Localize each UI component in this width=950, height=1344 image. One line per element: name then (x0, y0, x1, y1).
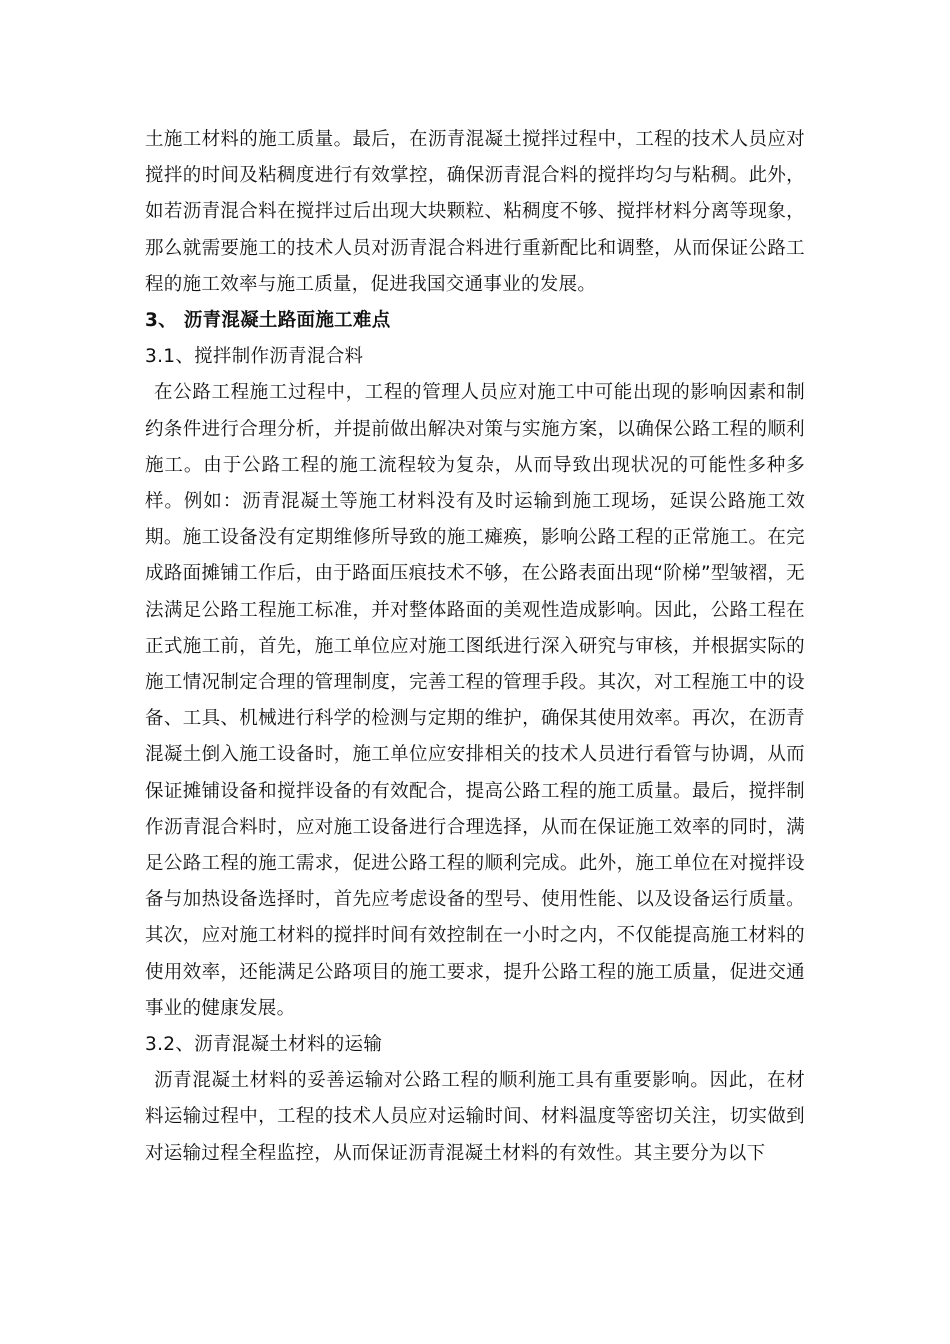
section-heading: 3、 沥青混凝土路面施工难点 (145, 310, 391, 332)
subsection-body-1: 在公路工程施工过程中，工程的管理人员应对施工中可能出现的影响因素和制约条件进行合理分析，并提前做出解决对策与实施方案，以确保公路工程的顺利施工。由于公路工程的施工流程较为复杂，从而导致出现状况的可能性多种多样。例如：沥青混凝土等施工材料没有及时运输到施工现场，延误公路施工效期。施工设备没有定期维修所导致的施工瘫痪，影响公路工程的正常施工。在完成路面摊铺工作后，由于路面压痕技术不够，在公路表面出现“阶梯”型皱褶，无法满足公路工程施工标准，并对整体路面的美观性造成影响。因此，公路工程在正式施工前，首先，施工单位应对施工图纸进行深入研究与审核，并根据实际的施工情况制定合理的管理制度，完善工程的管理手段。其次，对工程施工中的设备、工具、机械进行科学的检测与定期的维护，确保其使用效率。再次，在沥青混凝土倒入施工设备时，施工单位应安排相关的技术人员进行看管与协调，从而保证摊铺设备和搅拌设备的有效配合，提高公路工程的施工质量。最后，搅拌制作沥青混合料时，应对施工设备进行合理选择，从而在保证施工效率的同时，满足公路工程的施工需求，促进公路工程的顺利完成。此外，施工单位在对搅拌设备与加热设备选择时，首先应考虑设备的型号、使用性能、以及设备运行质量。其次，应对施工材料的搅拌时间有效控制在一小时之内，不仅能提高施工材料的使用效率，还能满足公路项目的施工要求，提升公路工程的施工质量，促进交通事业的健康发展。 (145, 382, 805, 1019)
subsection-body-2: 沥青混凝土材料的妥善运输对公路工程的顺利施工具有重要影响。因此，在材料运输过程中，工程的技术人员应对运输时间、材料温度等密切关注，切实做到对运输过程全程监控，从而保证沥青混凝土材料的有效性。其主要分为以下 (145, 1070, 805, 1164)
subsection-heading-2: 3.2、沥青混凝土材料的运输 (145, 1034, 383, 1056)
subsection-heading-1: 3.1、搅拌制作沥青混合料 (145, 346, 364, 368)
document-body (145, 122, 805, 1172)
paragraph-continued: 土施工材料的施工质量。最后，在沥青混凝土搅拌过程中，工程的技术人员应对搅拌的时间及粘稠度进行有效掌控，确保沥青混合料的搅拌均匀与粘稠。此外，如若沥青混合料在搅拌过后出现大块颗粒、粘稠度不够、搅拌材料分离等现象，那么就需要施工的技术人员对沥青混合料进行重新配比和调整，从而保证公路工程的施工效率与施工质量，促进我国交通事业的发展。 (145, 129, 805, 295)
